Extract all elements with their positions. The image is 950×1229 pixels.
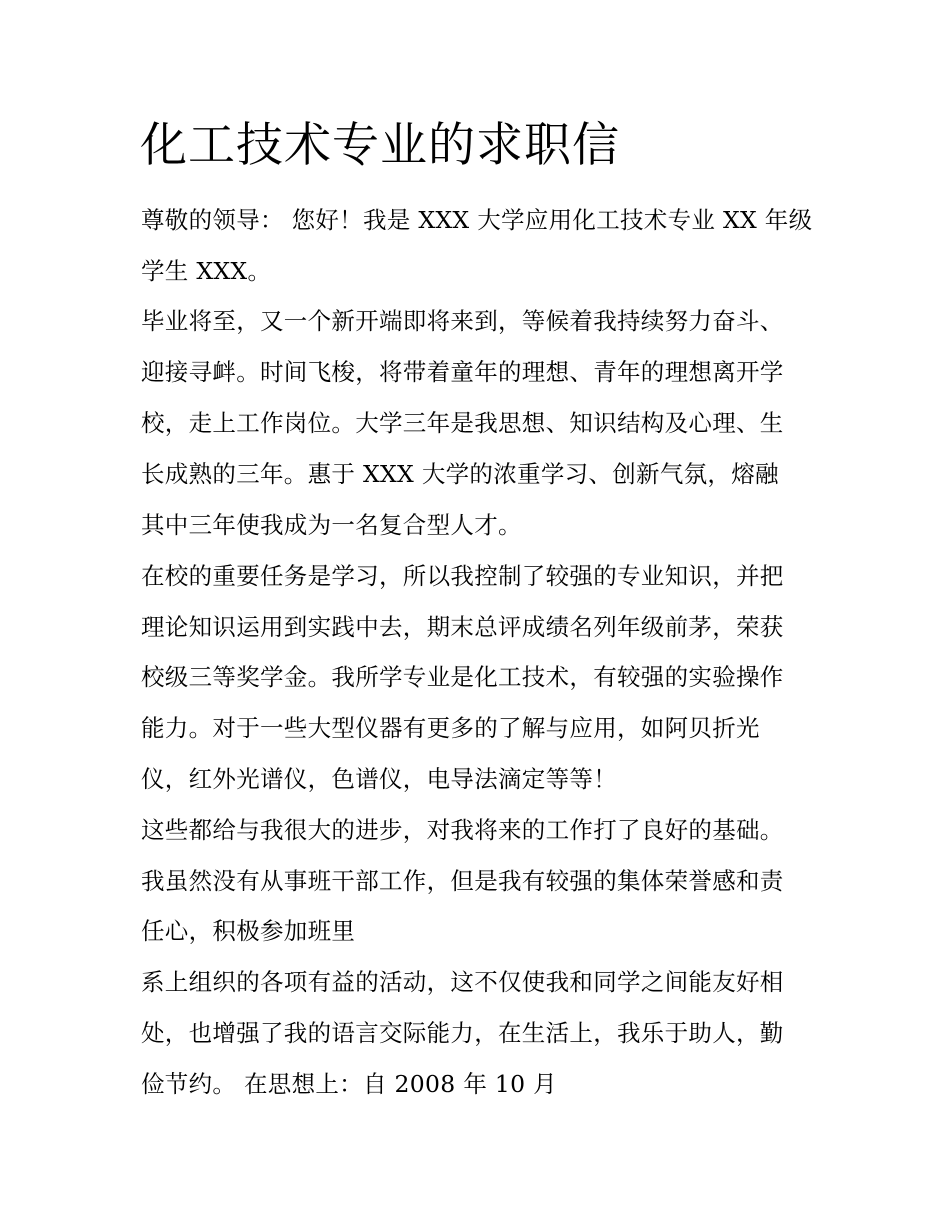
- body-line: 任心，积极参加班里: [141, 917, 356, 945]
- body-line: 理论知识运用到实践中去，期末总评成绩名列年级前茅，荣获: [141, 613, 784, 641]
- body-line: 校，走上工作岗位。大学三年是我思想、知识结构及心理、生: [141, 409, 784, 437]
- body-line: 迎接寻衅。时间飞梭，将带着童年的理想、青年的理想离开学: [141, 358, 784, 386]
- body-line: 学生 XXX。: [141, 257, 272, 285]
- body-line: 长成熟的三年。惠于 XXX 大学的浓重学习、创新气氛，熔融: [141, 460, 779, 488]
- body-line: 系上组织的各项有益的活动，这不仅使我和同学之间能友好相: [141, 968, 784, 996]
- body-line: 校级三等奖学金。我所学专业是化工技术，有较强的实验操作: [141, 663, 784, 691]
- body-line: 俭节约。 在思想上：自 2008 年 10 月: [141, 1070, 557, 1098]
- body-line: 处，也增强了我的语言交际能力，在生活上，我乐于助人，勤: [141, 1019, 784, 1047]
- body-line: 这些都给与我很大的进步，对我将来的工作打了良好的基础。: [141, 816, 784, 844]
- body-line: 我虽然没有从事班干部工作，但是我有较强的集体荣誉感和责: [141, 867, 784, 895]
- document-title: 化工技术专业的求职信: [140, 118, 620, 173]
- body-line: 毕业将至，又一个新开端即将来到，等候着我持续努力奋斗、: [141, 307, 784, 335]
- body-line: 仪，红外光谱仪，色谱仪，电导法滴定等等！: [141, 765, 617, 793]
- body-line: 能力。对于一些大型仪器有更多的了解与应用，如阿贝折光: [141, 714, 760, 742]
- body-line: 其中三年使我成为一名复合型人才。: [141, 511, 522, 539]
- body-line: 在校的重要任务是学习，所以我控制了较强的专业知识，并把: [141, 562, 784, 590]
- body-line: 尊敬的领导： 您好！我是 XXX 大学应用化工技术专业 XX 年级: [141, 206, 813, 234]
